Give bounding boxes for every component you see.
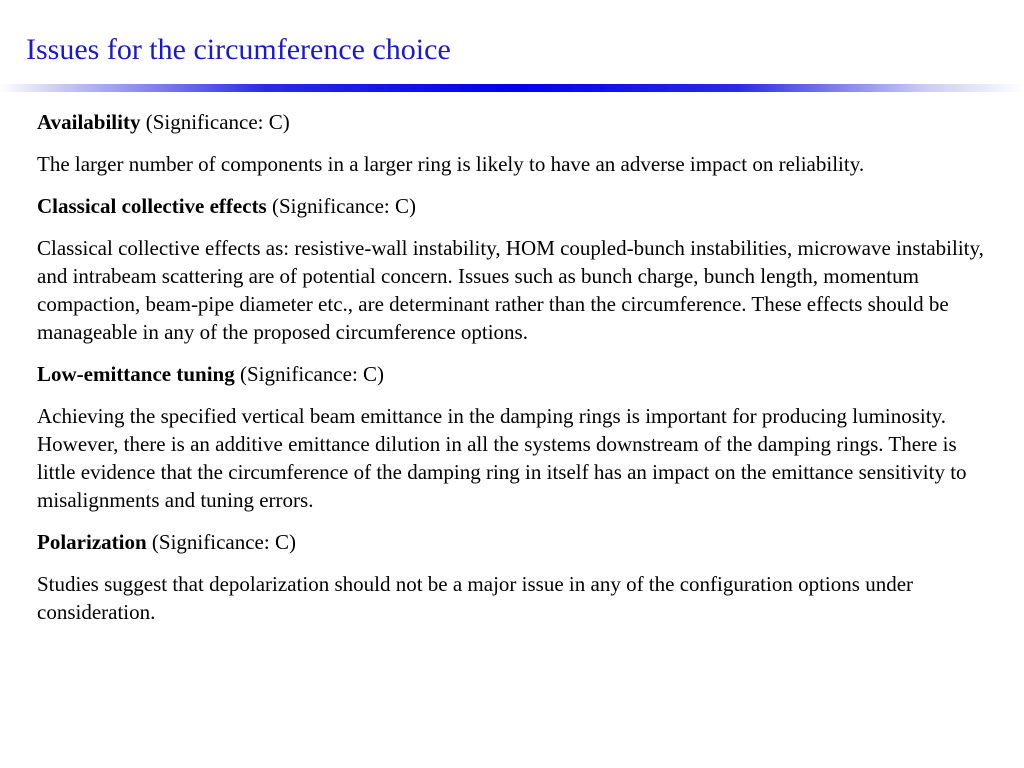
section-heading-collective-effects — [37, 192, 989, 220]
section-title: Classical collective effects — [37, 194, 267, 218]
slide-content — [37, 108, 989, 640]
slide-title: Issues for the circumference choice — [26, 33, 451, 66]
title-divider — [0, 84, 1024, 92]
section-title: Low-emittance tuning — [37, 362, 235, 386]
section-body-availability: The larger number of components in a larger ring is likely to have an adverse impact on reliability. — [37, 152, 865, 176]
section-heading-availability — [37, 108, 989, 136]
section-body-low-emittance-tuning: Achieving the specified vertical beam emittance in the damping rings is important for producing luminosity. However, there is an additive emittance dilution in all the systems downstream of the damping rings. There is little evidence that the circumference of the damping ring in itself has an impact on the emittance sensitivity to misalignments and tuning errors. — [37, 404, 967, 512]
section-body-collective-effects: Classical collective effects as: resistive-wall instability, HOM coupled-bunch instabilities, microwave instability, and intrabeam scattering are of potential concern. Issues such as bunch charge, bunch length, momentum compaction, beam-pipe diameter etc., are determinant rather than the circumference. These effects should be manageable in any of the proposed circumference options. — [37, 236, 984, 344]
significance-label: (Significance: C) — [271, 194, 417, 218]
section-title: Availability — [37, 110, 141, 134]
section-body-polarization: Studies suggest that depolarization should not be a major issue in any of the configuration options under consideration. — [37, 572, 914, 624]
section-heading-polarization — [37, 528, 989, 556]
significance-label: (Significance: C) — [145, 110, 290, 134]
significance-label: (Significance: C) — [151, 530, 296, 554]
section-title: Polarization — [37, 530, 147, 554]
section-heading-low-emittance-tuning — [37, 360, 989, 388]
significance-label: (Significance: C) — [240, 362, 385, 386]
